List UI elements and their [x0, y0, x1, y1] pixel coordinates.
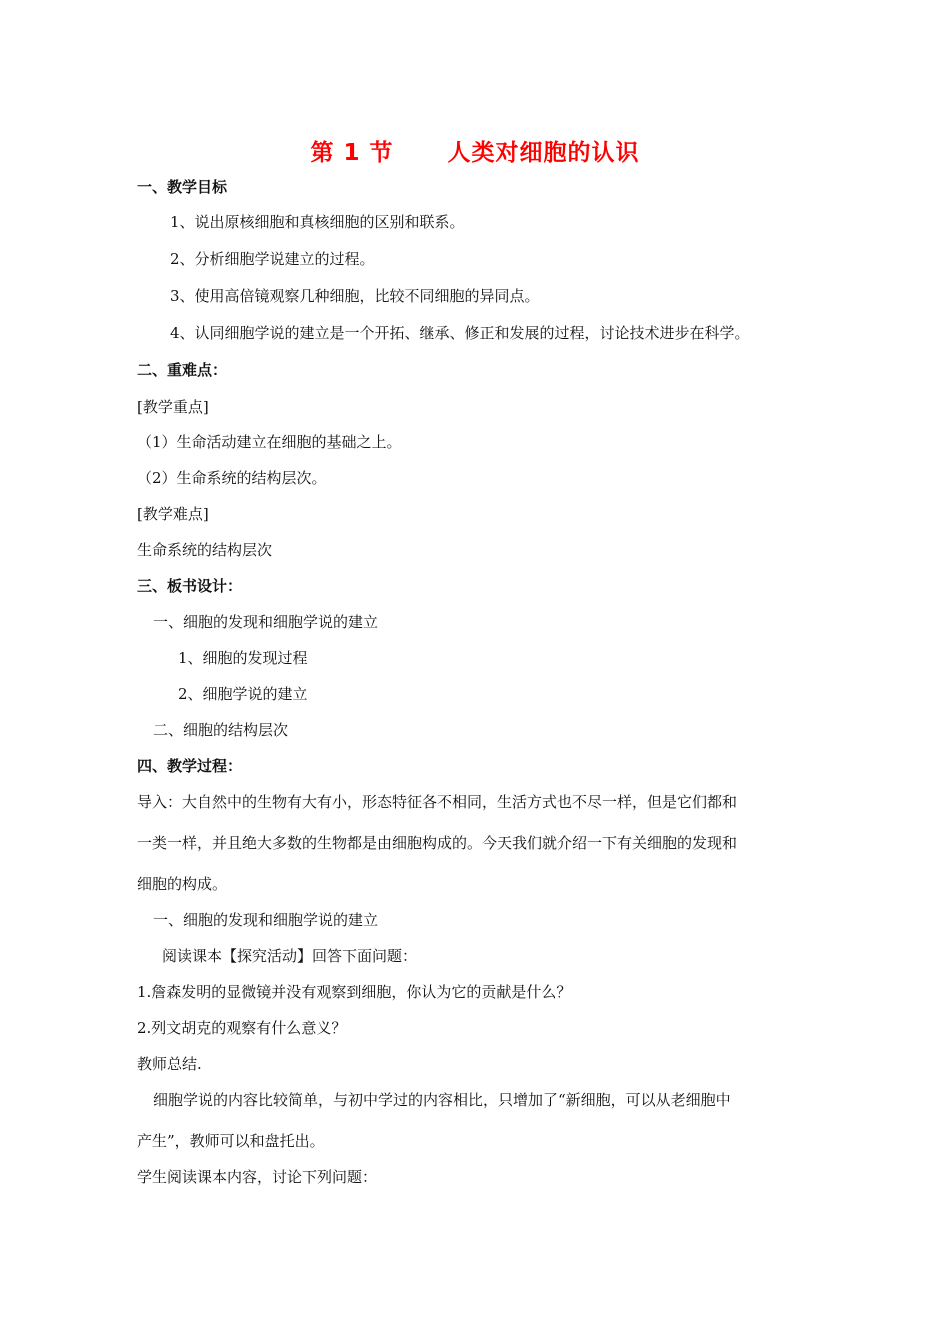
paragraph-line: 导入：大自然中的生物有大有小，形态特征各不相同，生活方式也不尽一样，但是它们都和 — [137, 793, 738, 811]
objective-item: 2、分析细胞学说建立的过程。 — [170, 250, 375, 268]
paragraph: 生命系统的结构层次 — [137, 541, 273, 559]
section-heading: 四、教学过程： — [137, 757, 243, 775]
paragraph-line: 细胞的构成。 — [137, 875, 228, 893]
objective-item: 3、使用高倍镜观察几种细胞，比较不同细胞的异同点。 — [170, 287, 540, 305]
list-item: （1）生命活动建立在细胞的基础之上。 — [137, 433, 402, 451]
question-item: 2.列文胡克的观察有什么意义？ — [137, 1019, 347, 1037]
objective-item: 4、认同细胞学说的建立是一个开拓、继承、修正和发展的过程，讨论技术进步在科学。 — [170, 324, 750, 342]
outline-item: 2、细胞学说的建立 — [178, 685, 308, 703]
section-heading: 二、重难点： — [137, 361, 228, 379]
page-title: 第 1 节 人类对细胞的认识 — [310, 140, 640, 166]
outline-item: 二、细胞的结构层次 — [153, 721, 289, 739]
outline-item: 一、细胞的发现和细胞学说的建立 — [153, 613, 379, 631]
section-heading: 三、板书设计： — [137, 577, 243, 595]
outline-item: 一、细胞的发现和细胞学说的建立 — [153, 911, 379, 929]
subheading: [教学难点] — [137, 505, 209, 523]
paragraph: 学生阅读课本内容，讨论下列问题： — [137, 1168, 378, 1186]
question-item: 1.詹森发明的显微镜并没有观察到细胞，你认为它的贡献是什么？ — [137, 983, 572, 1001]
outline-item: 1、细胞的发现过程 — [178, 649, 308, 667]
list-item: （2）生命系统的结构层次。 — [137, 469, 327, 487]
paragraph: 教师总结. — [137, 1055, 202, 1073]
paragraph-line: 细胞学说的内容比较简单，与初中学过的内容相比，只增加了“新细胞，可以从老细胞中 — [153, 1091, 731, 1109]
section-heading: 一、教学目标 — [137, 178, 228, 196]
subheading: [教学重点] — [137, 398, 209, 416]
objective-item: 1、说出原核细胞和真核细胞的区别和联系。 — [170, 213, 465, 231]
paragraph: 阅读课本【探究活动】回答下面问题： — [162, 947, 418, 965]
paragraph-line: 一类一样，并且绝大多数的生物都是由细胞构成的。今天我们就介绍一下有关细胞的发现和 — [137, 834, 738, 852]
paragraph-line: 产生”，教师可以和盘托出。 — [137, 1132, 325, 1150]
